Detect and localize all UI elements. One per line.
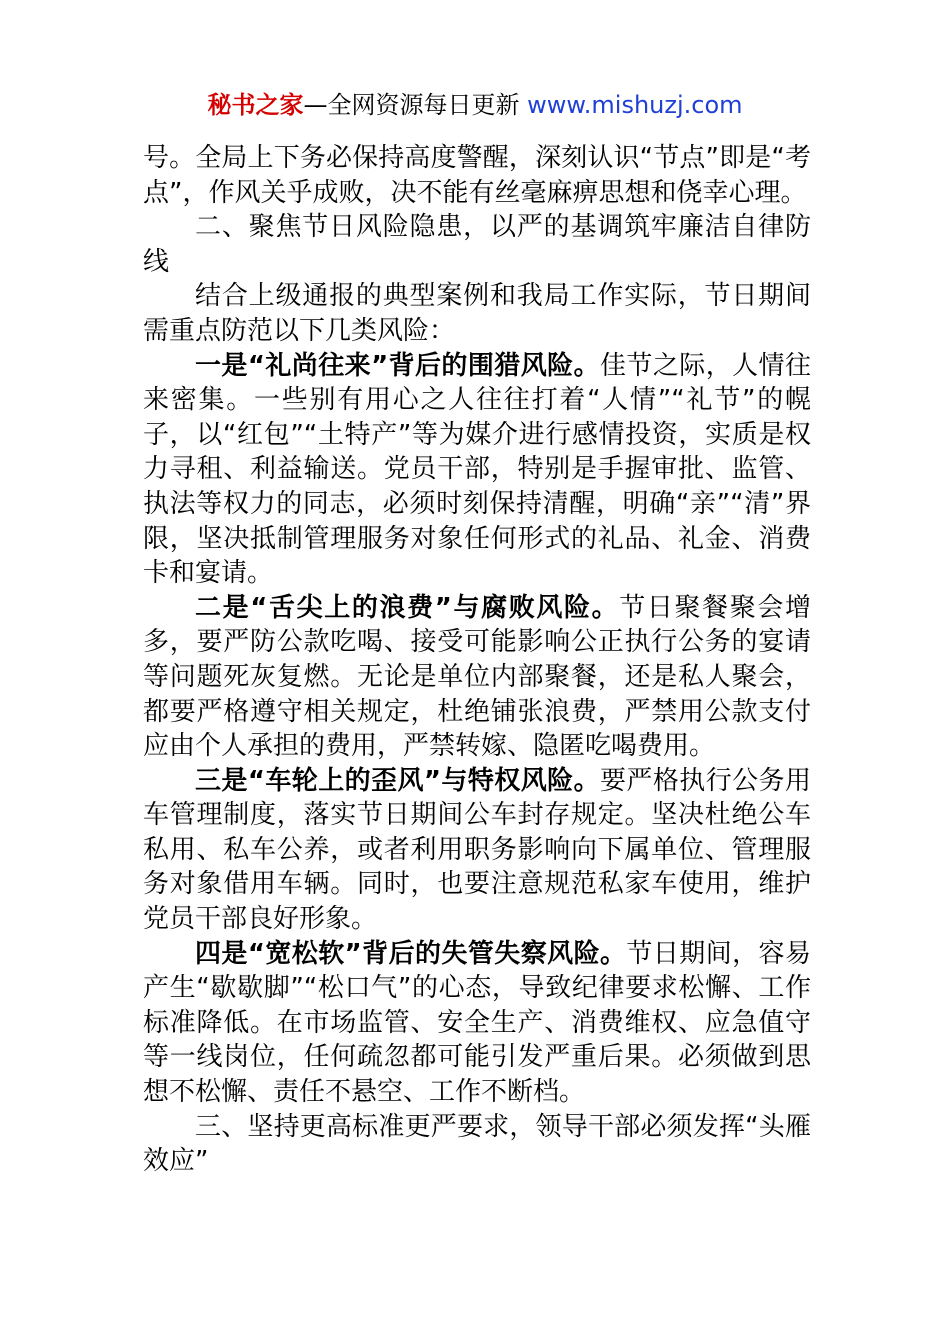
section-heading-2: 二、聚焦节日风险隐患，以严的基调筑牢廉洁自律防线 [143,212,811,277]
paragraph-risk-1 [143,349,811,591]
risk-1-lead: 一是“礼尚往来”背后的围猎风险。 [195,350,600,381]
risk-4-lead: 四是“宽松软”背后的失管失察风险。 [195,938,627,969]
header-brand: 秘书之家 [207,91,304,119]
risk-4-text: 节日期间，容易产生“歇歇脚”“松口气”的心态，导致纪律要求松懈、工作标准降低。在市场监管、安全生产、消费维权、应急值守等一线岗位，任何疏忽都可能引发严重后果。必须做到思想不松懈、责任不悬空、工作不断档。 [143,938,811,1108]
risk-2-lead: 二是“舌尖上的浪费”与腐败风险。 [195,592,620,623]
paragraph-risk-3 [143,764,811,937]
paragraph-continuation: 号。全局上下务必保持高度警醒，深刻认识“节点”即是“考点”，作风关乎成败，决不能有丝毫麻痹思想和侥幸心理。 [143,143,811,208]
page-header [0,86,950,124]
risk-1-text: 佳节之际，人情往来密集。一些别有用心之人往往打着“人情”“礼节”的幌子，以“红包”“土特产”等为媒介进行感情投资，实质是权力寻租、利益输送。党员干部，特别是手握审批、监管、执法等权力的同志，必须时刻保持清醒，明确“亲”“清”界限，坚决抵制管理服务对象任何形式的礼品、礼金、消费卡和宴请。 [143,350,811,589]
risk-3-text: 要严格执行公务用车管理制度，落实节日期间公车封存规定。坚决杜绝公车私用、私车公养，或者利用职务影响向下属单位、管理服务对象借用车辆。同时，也要注意规范私家车使用，维护党员干部良好形象。 [143,765,811,935]
risk-2-text: 节日聚餐聚会增多，要严防公款吃喝、接受可能影响公正执行公务的宴请等问题死灰复燃。无论是单位内部聚餐，还是私人聚会，都要严格遵守相关规定，杜绝铺张浪费，严禁用公款支付应由个人承担的费用，严禁转嫁、隐匿吃喝费用。 [143,592,811,762]
document-body [143,141,811,1179]
paragraph-intro: 结合上级通报的典型案例和我局工作实际，节日期间需重点防范以下几类风险： [143,281,811,346]
section-heading-3: 三、坚持更高标准更严要求，领导干部必须发挥“头雁效应” [143,1111,811,1177]
header-tagline: —全网资源每日更新 [303,91,528,119]
risk-3-lead: 三是“车轮上的歪风”与特权风险。 [195,765,600,796]
paragraph-risk-4 [143,937,811,1110]
header-url[interactable]: www.mishuzj.com [527,91,743,119]
paragraph-risk-2 [143,591,811,764]
